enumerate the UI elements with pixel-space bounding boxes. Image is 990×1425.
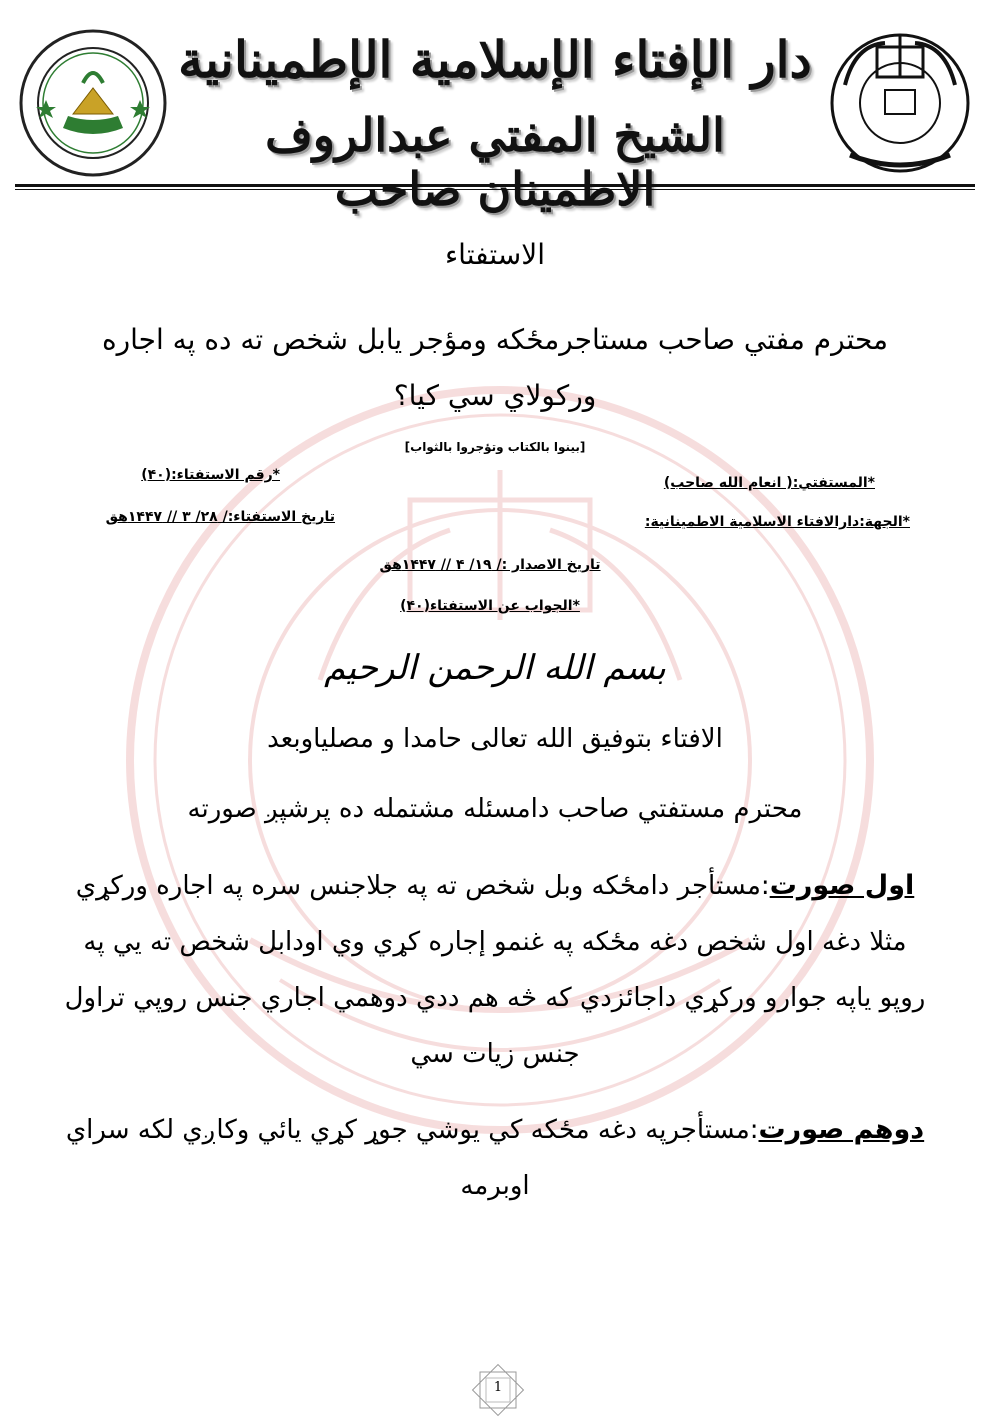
bismillah-calligraphy: بسم الله الرحمن الرحيم [324, 648, 666, 688]
page-number-badge [470, 1362, 526, 1418]
emblem-logo-right [825, 25, 975, 175]
institution-logo-left [18, 28, 168, 178]
istifta-date: تاریخ الاستفتاء:/ ۲۸/ ۳ // ۱۴۴۷هق [105, 509, 335, 525]
istifta-number: *رقم الاستفتاء:(۴۰) [141, 467, 280, 483]
bayyinu-line: [بینوا بالکتاب وتؤجروا بالثواب] [404, 440, 586, 454]
header-title: دار الإفتاء الإسلامية الإطمينانية [178, 30, 812, 89]
first-case-paragraph [60, 858, 930, 1082]
first-case-label: اول صورت [769, 870, 915, 901]
second-case-text: :مستأجرپه دغه مځکه کي یوشي جوړ کړي یائي وکاږي لکه سراي اوبرمه [65, 1115, 759, 1201]
header-divider [15, 184, 975, 187]
issue-date: تاریخ الاصدار :/ ۱۹/ ۴ // ۱۴۴۷هق [379, 557, 601, 573]
second-case-paragraph [60, 1102, 930, 1214]
mustafti-name: *المستفتي:( انعام الله صاحب) [663, 475, 875, 491]
answer-heading: *الجواب عن الاستفتاء(۴۰) [400, 598, 580, 614]
header-divider-thin [15, 189, 975, 190]
header-subtitle: الشيخ المفتي عبدالروف الاطمينان صاحب [265, 108, 725, 216]
second-case-label: دوهم صورت [758, 1114, 925, 1145]
answer-intro: محترم مستفتي صاحب دامسئله مشتمله ده پرشپږ صورته [187, 794, 803, 824]
question-text: محترم مفتي صاحب مستاجرمځکه ومؤجر یابل شخص ته ده په اجاره ورکولاي سي کیا؟ [101, 323, 889, 412]
page-number: 1 [493, 1380, 503, 1395]
document-title: الاستفتاء [445, 238, 545, 271]
answer-opening: الافتاء بتوفیق الله تعالی حامدا و مصلیاوبعد [267, 724, 723, 754]
jiha-field: *الجهة:دارالافتاء الاسلامیة الاطمینانیة: [644, 514, 910, 530]
first-case-text: :مستأجر دامځکه وبل شخص ته په جلاجنس سره په اجاره ورکړي مثلا دغه اول شخص دغه مځکه په غنمو إجاره کړي وي اودابل شخص ته یي په روپو یاپه جوارو ورکړي داجائزدي که څه هم ددي دوهمي اجاري جنس روپي تراول جنس زیات سي [64, 871, 926, 1069]
